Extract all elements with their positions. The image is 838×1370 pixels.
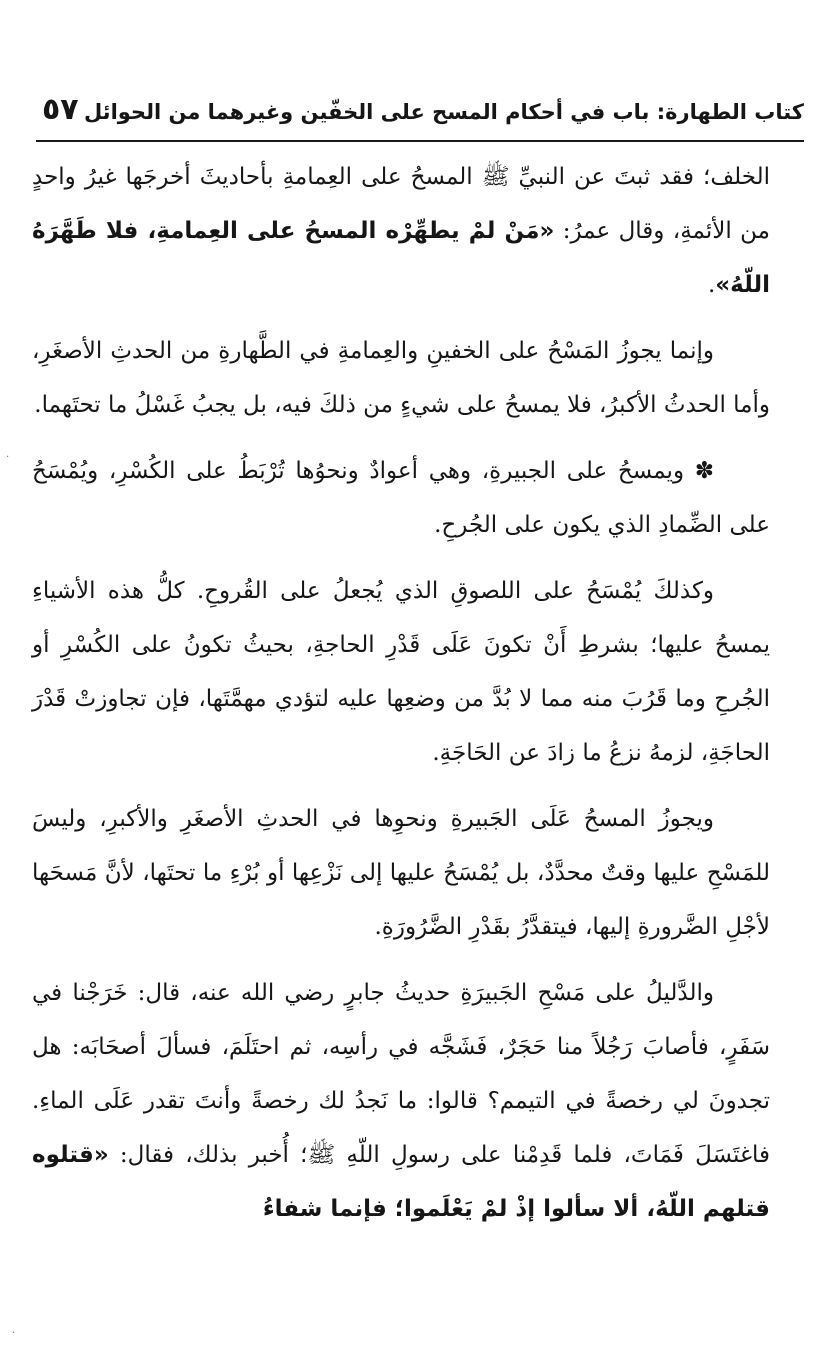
paragraph-text: . [707,272,716,298]
paragraph-text: وكذلكَ يُمْسَحُ على اللصوقِ الذي يُجعلُ على القُروحِ. كلُّ هذه الأشياءِ يمسحُ عليها؛ بشرطِ أَنْ تكونَ عَلَى قَدْرِ الحاجةِ، بحيثُ تكونُ على الكُسْرِ أو الجُرحِ وما قَرُبَ منه مما لا بُدَّ من وضعِها عليه لتؤدي مهمَّتَها، فإن تجاوزتْ قَدْرَ الحاجَةِ، لزمهُ نزعُ ما زادَ عن الحَاجَةِ. [32,578,770,766]
scan-speck: · [6,452,10,463]
body-text [32,150,770,1248]
running-title: كتاب الطهارة: باب في أحكام المسح على الخفّين وغيرهما من الحوائل [83,100,804,124]
paragraph-2 [32,324,770,432]
paragraph-4 [32,564,770,780]
scan-speck: · [12,1328,16,1339]
paragraph-text: الخلف؛ فقد ثبتَ عن النبيِّ ﷺ المسحُ على العِمامةِ بأحاديثَ أخرجَها غيرُ واحدٍ من الأئمةِ، وقال عمرُ: [32,164,770,244]
paragraph-3 [32,444,770,552]
page-number: ٥٧ [42,92,79,127]
paragraph-text: ويجوزُ المسحُ عَلَى الجَبيرةِ ونحوِها في الحدثِ الأصغَرِ والأكبرِ، وليسَ للمَسْحِ عليها وقتٌ محدَّدٌ، بل يُمْسَحُ عليها إلى نَزْعِها أو بُرْءِ ما تحتَها، لأنَّ مَسحَها لأجْلِ الضَّرورةِ إليها، فيتقدَّرُ بقَدْرِ الضَّرُورَةِ. [32,806,770,940]
paragraph-5 [32,792,770,954]
page-header [36,88,804,142]
asterisk-bullet-icon: ✽ [694,458,714,484]
paragraph-text: والدَّليلُ على مَسْحِ الجَبيرَةِ حديثُ جابرٍ رضي الله عنه، قال: خَرَجْنا في سَفَرٍ، فأصابَ رَجُلاً منا حَجَرٌ، فَشَجَّه في رأسِه، ثم احتَلَمَ، فسألَ أصحَابَه: هل تجدونَ لي رخصةً في التيمم؟ قالوا: ما نَجدُ لك رخصةً وأنتَ تقدر عَلَى الماءِ. فاغتَسَلَ فَمَاتَ، فلما قَدِمْنا على رسولِ اللّهِ ﷺ؛ أُخبر بذلك، فقال: [32,980,770,1168]
paragraph-text: ويمسحُ على الجبيرةِ، وهي أعوادٌ ونحوُها تُرْبَطُ على الكُسْرِ، ويُمْسَحُ على الضِّمادِ الذي يكون على الجُرحِ. [32,458,770,538]
quote-umar: «مَنْ لمْ يطهِّرْه المسحُ على العِمامةِ، فلا طَهَّرَهُ اللّهُ» [32,218,770,298]
paragraph-1 [32,150,770,312]
paragraph-6 [32,966,770,1236]
hadith-quote: «قتلوه قتلهم اللّهُ، ألا سألوا إذْ لمْ يَعْلَموا؛ فإنما شفاءُ [32,1142,770,1222]
paragraph-text: وإنما يجوزُ المَسْحُ على الخفينِ والعِمامةِ في الطَّهارةِ من الحدثِ الأصغَرِ، وأما الحدثُ الأكبرُ، فلا يمسحُ على شيءٍ من ذلكَ فيه، بل يجبُ غَسْلُ ما تحتَهما. [32,338,770,418]
